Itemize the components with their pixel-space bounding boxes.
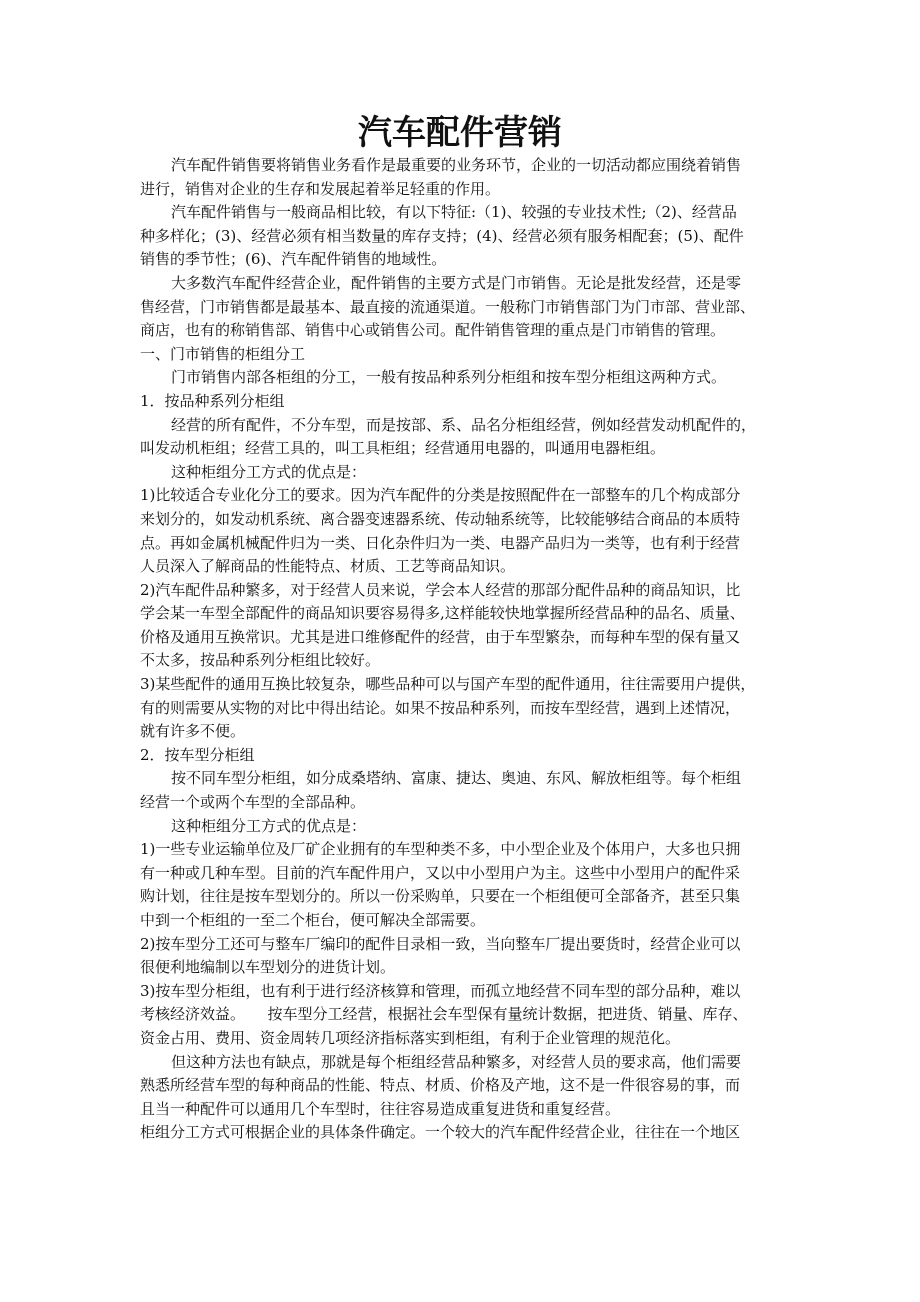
text-line: 按不同车型分柜组，如分成桑塔纳、富康、捷达、奥迪、东风、解放柜组等。每个柜组 xyxy=(171,769,742,788)
text-line: 3)某些配件的通用互换比较复杂，哪些品种可以与国产车型的配件通用，往往需要用户提供， xyxy=(140,675,756,694)
text-line: 这种柜组分工方式的优点是： xyxy=(171,816,367,835)
document-body xyxy=(140,154,790,1145)
text-line: 不太多，按品种系列分柜组比较好。 xyxy=(140,651,381,670)
text-line: 汽车配件销售与一般商品相比较，有以下特征:（1)、较强的专业技术性;（2)、经营品 xyxy=(171,203,737,222)
text-line: 售经营，门市销售都是最基本、最直接的流通渠道。一般称门市销售部门为门市部、营业部、 xyxy=(140,297,756,316)
text-line: 资金占用、费用、资金周转几项经济指标落实到柜组，有利于企业管理的规范化。 xyxy=(140,1028,681,1047)
text-line: 3)按车型分柜组，也有利于进行经济核算和管理，而孤立地经营不同车型的部分品种，难以 xyxy=(140,981,741,1000)
text-line: 中到一个柜组的一至二个柜台，便可解决全部需要。 xyxy=(140,911,486,929)
text-line: 柜组分工方式可根据企业的具体条件确定。一个较大的汽车配件经营企业，往往在一个地区 xyxy=(140,1123,741,1142)
text-line: 有一种或几种车型。目前的汽车配件用户，又以中小型用户为主。这些中小型用户的配件采 xyxy=(140,863,741,882)
text-line: 熟悉所经营车型的每种商品的性能、特点、材质、价格及产地，这不是一件很容易的事，而 xyxy=(140,1076,741,1095)
text-line: 经营的所有配件，不分车型，而是按部、系、品名分柜组经营，例如经营发动机配件的， xyxy=(171,415,757,434)
text-line: 1)一些专业运输单位及厂矿企业拥有的车型种类不多，中小型企业及个体用户，大多也只拥 xyxy=(140,840,741,859)
text-line: 有的则需要从实物的对比中得出结论。如果不按品种系列，而按车型经营，遇到上述情况， xyxy=(140,698,741,717)
text-line: 购计划，往往是按车型划分的。所以一份采购单，只要在一个柜组便可全部备齐，甚至只集 xyxy=(140,887,741,906)
text-line: 人员深入了解商品的性能特点、材质、工艺等商品知识。 xyxy=(140,557,516,576)
text-line: 大多数汽车配件经营企业，配件销售的主要方式是门市销售。无论是批发经营，还是零 xyxy=(171,273,742,292)
text-line: 汽车配件销售要将销售业务看作是最重要的业务环节，企业的一切活动都应围绕着销售 xyxy=(171,156,742,174)
text-line: 就有许多不便。 xyxy=(140,722,246,741)
text-line: 很便利地编制以车型划分的进货计划。 xyxy=(140,958,396,977)
text-line: 2)汽车配件品种繁多，对于经营人员来说，学会本人经营的那部分配件品种的商品知识，比 xyxy=(140,580,741,599)
text-line: 1．按品种系列分柜组 xyxy=(140,391,285,410)
text-line: 学会某一车型全部配件的商品知识要容易得多,这样能较快地掌握所经营品种的品名、质量、 xyxy=(140,604,745,623)
text-line: 种多样化；(3)、经营必须有相当数量的库存支持；(4)、经营必须有服务相配套；(5)、配件 xyxy=(140,226,744,245)
text-line: 考核经济效益。 按车型分工经营，根据社会车型保有量统计数据，把进货、销量、库存、 xyxy=(140,1005,748,1024)
text-line: 一、门市销售的柜组分工 xyxy=(140,344,306,363)
text-line: 且当一种配件可以通用几个车型时，往往容易造成重复进货和重复经营。 xyxy=(140,1099,621,1118)
text-line: 进行，销售对企业的生存和发展起着举足轻重的作用。 xyxy=(140,179,501,198)
text-line: 经营一个或两个车型的全部品种。 xyxy=(140,793,366,812)
text-line: 门市销售内部各柜组的分工，一般有按品种系列分柜组和按车型分柜组这两种方式。 xyxy=(171,368,727,387)
text-line: 来划分的，如发动机系统、离合器变速器系统、传动轴系统等，比较能够结合商品的本质特 xyxy=(140,509,741,528)
text-line: 2．按车型分柜组 xyxy=(140,745,255,764)
text-line: 价格及通用互换常识。尤其是进口维修配件的经营，由于车型繁杂，而每种车型的保有量又 xyxy=(140,627,741,646)
document-title: 汽车配件营销 xyxy=(358,113,562,153)
text-line: 商店，也有的称销售部、销售中心或销售公司。配件销售管理的重点是门市销售的管理。 xyxy=(140,321,726,340)
text-line: 销售的季节性；(6)、汽车配件销售的地域性。 xyxy=(140,250,447,269)
text-line: 1)比较适合专业化分工的要求。因为汽车配件的分类是按照配件在一部整车的几个构成部分 xyxy=(140,486,741,505)
text-line: 叫发动机柜组；经营工具的，叫工具柜组；经营通用电器的，叫通用电器柜组。 xyxy=(140,439,666,458)
text-line: 2)按车型分工还可与整车厂编印的配件目录相一致，当向整车厂提出要货时，经营企业可以 xyxy=(140,934,741,953)
text-line: 但这种方法也有缺点，那就是每个柜组经营品种繁多，对经营人员的要求高，他们需要 xyxy=(171,1052,742,1071)
text-line: 点。再如金属机械配件归为一类、日化杂件归为一类、电器产品归为一类等，也有利于经营 xyxy=(140,533,741,552)
text-line: 这种柜组分工方式的优点是： xyxy=(171,462,367,481)
